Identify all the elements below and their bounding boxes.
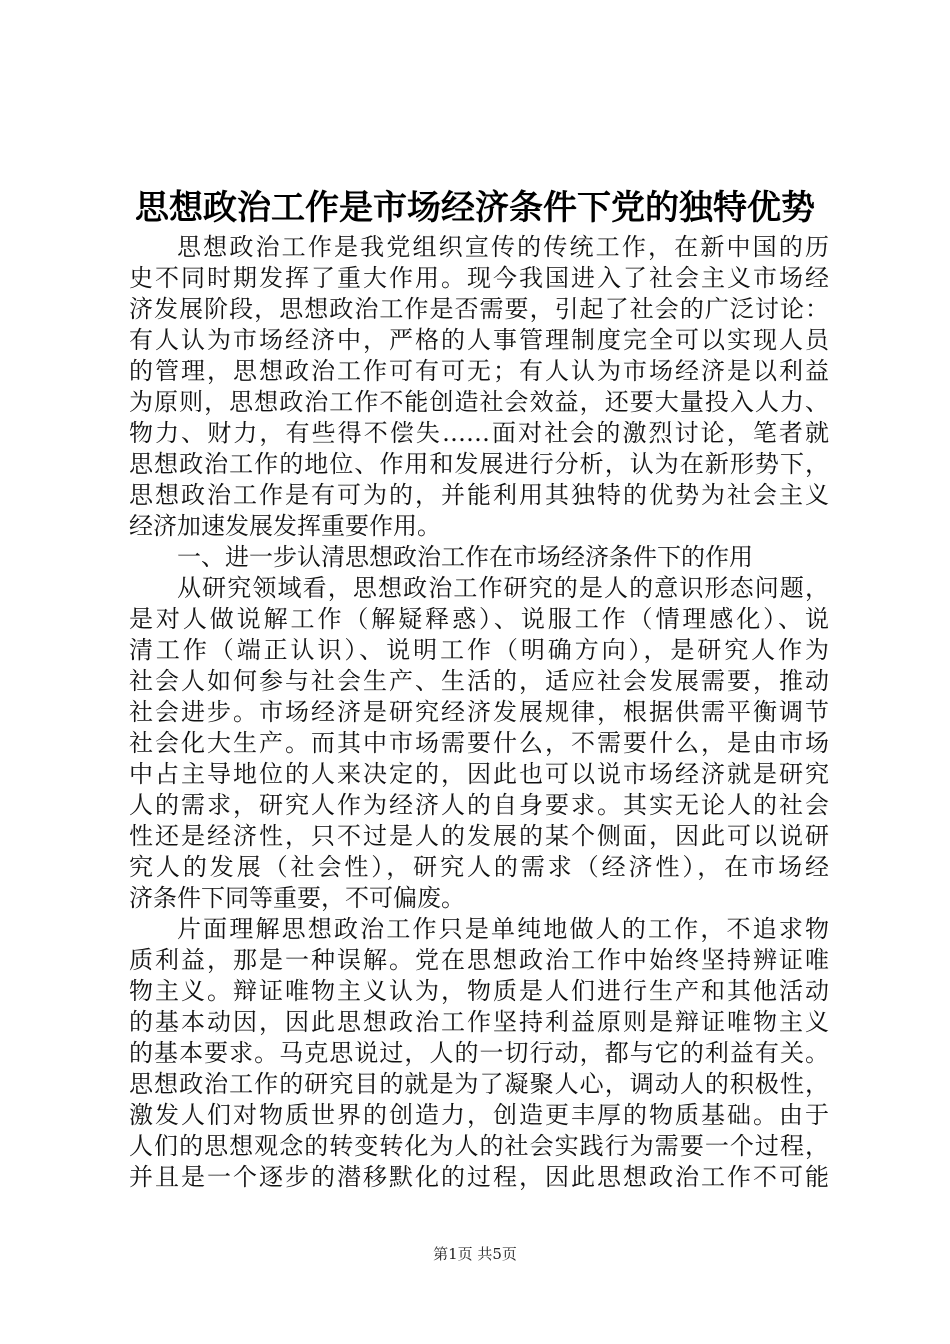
text-line: 社会化大生产。而其中市场需要什么，不需要什么，是由市场	[129, 729, 829, 757]
text-line: 从研究领域看，思想政治工作研究的是人的意识形态问题，	[177, 574, 829, 602]
document-body	[129, 232, 829, 1193]
text-line: 片面理解思想政治工作只是单纯地做人的工作，不追求物	[177, 915, 829, 943]
text-line: 思想政治工作的研究目的就是为了凝聚人心，调动人的积极性，	[129, 1070, 829, 1098]
text-line: 的基本动因，因此思想政治工作坚持利益原则是辩证唯物主义	[129, 1008, 829, 1036]
text-line: 史不同时期发挥了重大作用。现今我国进入了社会主义市场经	[129, 264, 829, 292]
text-line: 思想政治工作是我党组织宣传的传统工作，在新中国的历	[177, 233, 829, 261]
text-line: 济条件下同等重要，不可偏废。	[129, 884, 465, 912]
text-line: 社会进步。市场经济是研究经济发展规律，根据供需平衡调节	[129, 698, 829, 726]
text-line: 社会人如何参与社会生产、生活的，适应社会发展需要，推动	[129, 667, 829, 695]
text-line: 物主义。辩证唯物主义认为，物质是人们进行生产和其他活动	[129, 977, 829, 1005]
text-line: 并且是一个逐步的潜移默化的过程，因此思想政治工作不可能	[129, 1163, 829, 1191]
text-line: 中占主导地位的人来决定的，因此也可以说市场经济就是研究	[129, 760, 829, 788]
page-number: 第1页 共5页	[433, 1245, 517, 1263]
text-line: 性还是经济性，只不过是人的发展的某个侧面，因此可以说研	[129, 822, 829, 850]
text-line: 人的需求，研究人作为经济人的自身要求。其实无论人的社会	[129, 791, 829, 819]
text-line: 为原则，思想政治工作不能创造社会效益，还要大量投入人力、	[129, 388, 829, 416]
text-line: 有人认为市场经济中，严格的人事管理制度完全可以实现人员	[129, 326, 829, 354]
document-title: 思想政治工作是市场经济条件下党的独特优势	[135, 188, 815, 228]
text-line: 是对人做说解工作（解疑释惑）、说服工作（情理感化）、说	[129, 605, 829, 633]
text-line: 物力、财力，有些得不偿失……面对社会的激烈讨论，笔者就	[129, 419, 829, 447]
text-line: 的基本要求。马克思说过，人的一切行动，都与它的利益有关。	[129, 1039, 829, 1067]
text-line: 人们的思想观念的转变转化为人的社会实践行为需要一个过程，	[129, 1132, 829, 1160]
section-heading: 一、进一步认清思想政治工作在市场经济条件下的作用	[177, 543, 753, 571]
text-line: 的管理，思想政治工作可有可无；有人认为市场经济是以利益	[129, 357, 829, 385]
text-line: 清工作（端正认识）、说明工作（明确方向），是研究人作为	[129, 636, 829, 664]
text-line: 经济加速发展发挥重要作用。	[129, 512, 441, 540]
text-line: 质利益，那是一种误解。党在思想政治工作中始终坚持辨证唯	[129, 946, 829, 974]
text-line: 究人的发展（社会性），研究人的需求（经济性），在市场经	[129, 853, 829, 881]
text-line: 思想政治工作的地位、作用和发展进行分析，认为在新形势下，	[129, 450, 829, 478]
text-line: 激发人们对物质世界的创造力，创造更丰厚的物质基础。由于	[129, 1101, 829, 1129]
text-line: 思想政治工作是有可为的，并能利用其独特的优势为社会主义	[129, 481, 829, 509]
text-line: 济发展阶段，思想政治工作是否需要，引起了社会的广泛讨论：	[129, 295, 829, 323]
